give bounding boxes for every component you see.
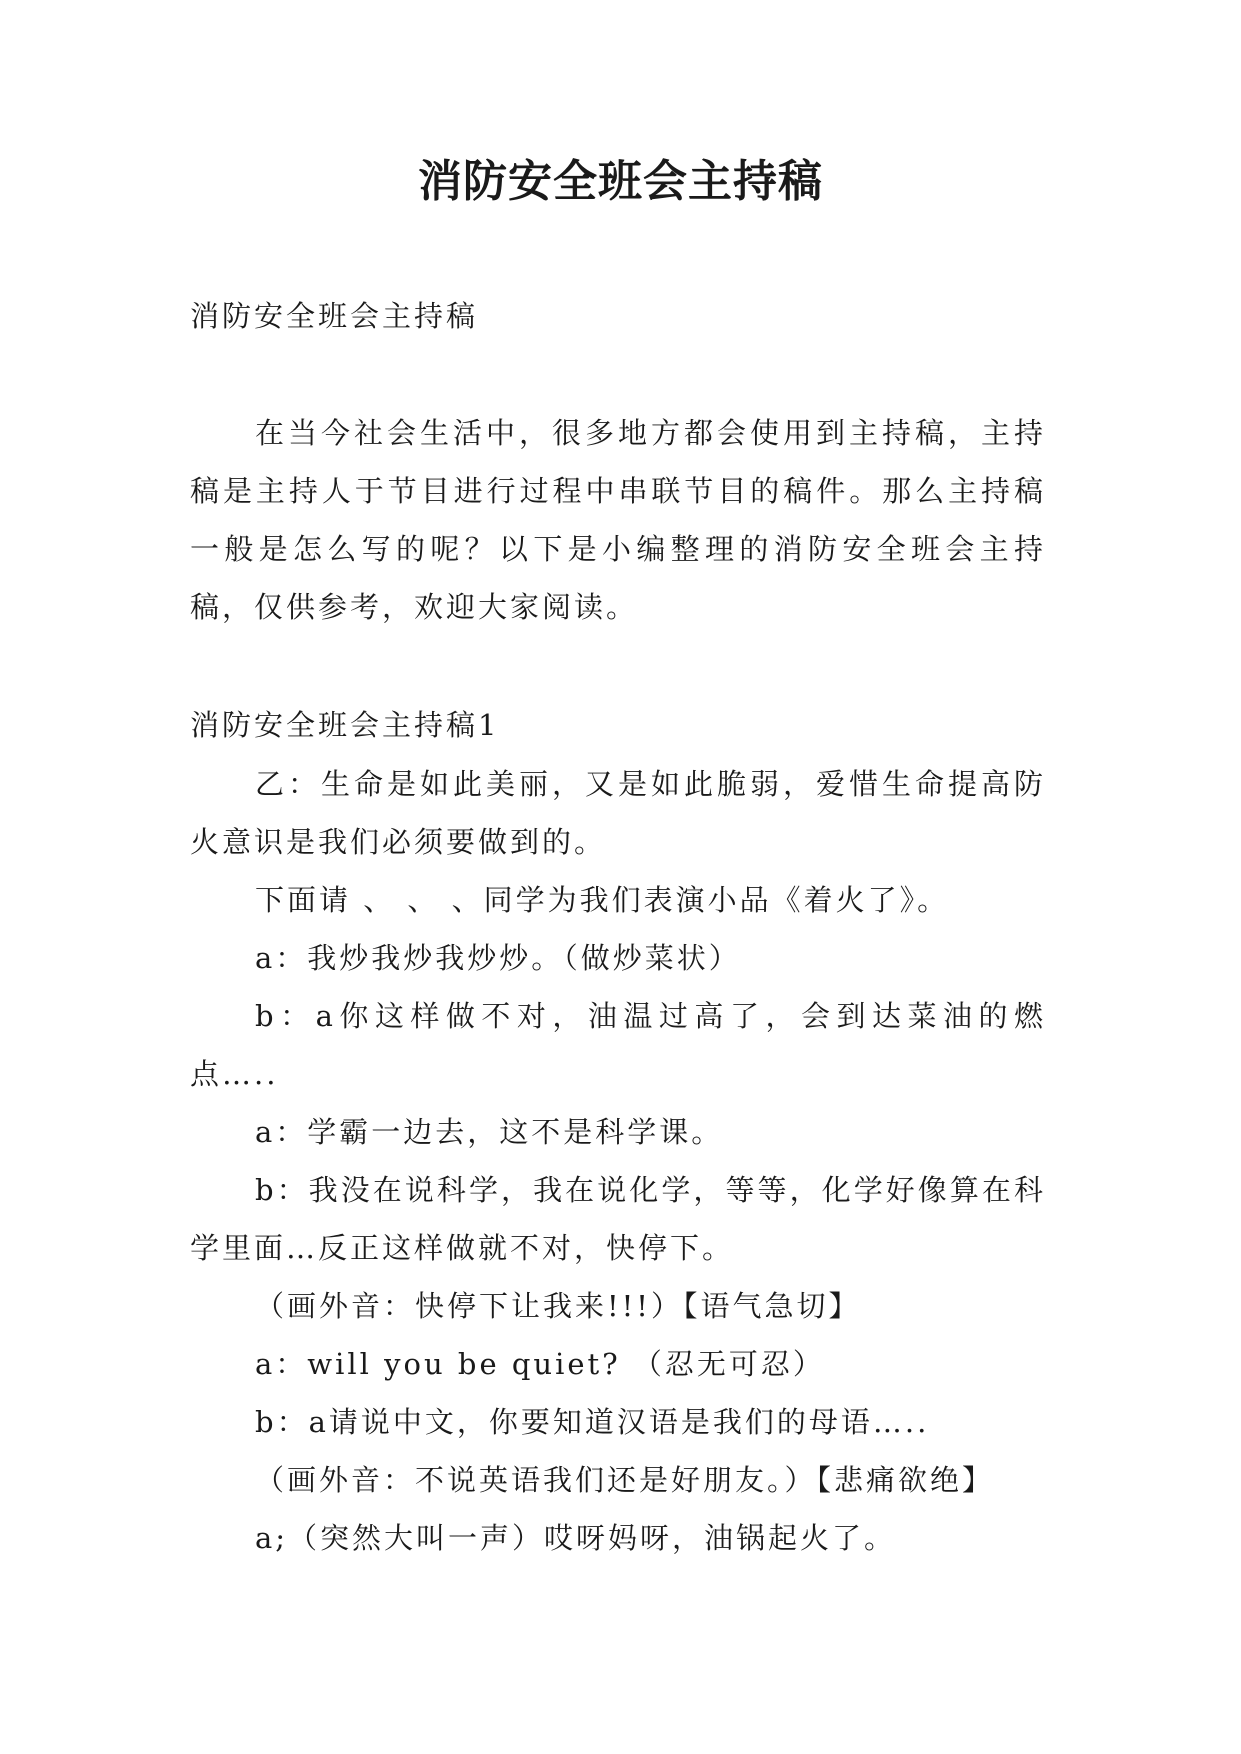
- dialogue-line: b：我没在说科学，我在说化学，等等，化学好像算在科学里面…反正这样做就不对，快停下。: [190, 1173, 1046, 1265]
- dialogue-line: 下面请 、 、 、同学为我们表演小品《着火了》。: [255, 883, 950, 917]
- dialogue-line: b：a请说中文，你要知道汉语是我们的母语…..: [255, 1405, 930, 1439]
- dialogue-line: a：我炒我炒我炒炒。（做炒菜状）: [255, 941, 741, 975]
- dialogue-list: [190, 755, 1046, 1567]
- dialogue-line: a;（突然大叫一声）哎呀妈呀，油锅起火了。: [255, 1521, 897, 1555]
- document-title: 消防安全班会主持稿: [418, 156, 823, 207]
- dialogue-line: 乙：生命是如此美丽，又是如此脆弱，爱惜生命提高防火意识是我们必须要做到的。: [190, 767, 1046, 859]
- dialogue-line: （画外音：快停下让我来!!!）【语气急切】: [255, 1289, 861, 1323]
- intro-paragraph: 在当今社会生活中，很多地方都会使用到主持稿，主持稿是主持人于节目进行过程中串联节目的稿件。那么主持稿一般是怎么写的呢？以下是小编整理的消防安全班会主持稿，仅供参考，欢迎大家阅读。: [190, 416, 1046, 624]
- dialogue-line: a：will you be quiet? （忍无可忍）: [255, 1347, 825, 1381]
- section-heading: 消防安全班会主持稿1: [190, 708, 500, 742]
- document-subtitle: 消防安全班会主持稿: [190, 299, 479, 333]
- dialogue-line: a：学霸一边去，这不是科学课。: [255, 1115, 724, 1149]
- dialogue-line: b：a你这样做不对，油温过高了，会到达菜油的燃点…..: [190, 999, 1046, 1091]
- dialogue-line: （画外音：不说英语我们还是好朋友。）【悲痛欲绝】: [255, 1463, 995, 1497]
